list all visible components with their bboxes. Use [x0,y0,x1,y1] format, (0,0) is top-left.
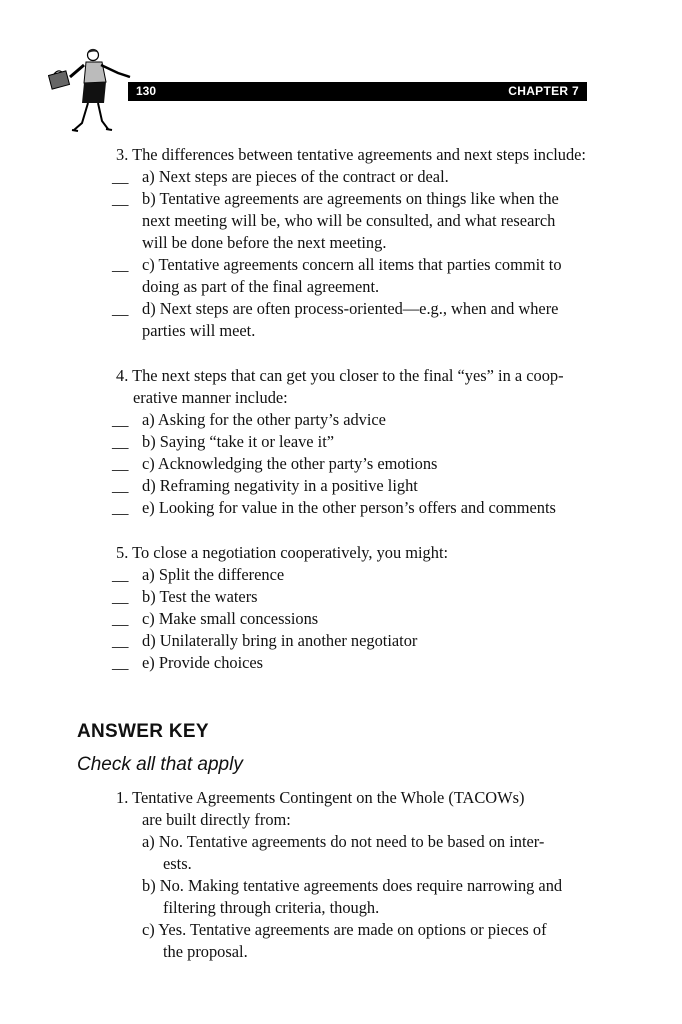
answer-blank: __ [112,454,129,473]
q4-option-d: d) Reframing negativity in a positive light [142,476,418,495]
q4-option-c: c) Acknowledging the other party’s emotions [142,454,438,473]
answer-blank: __ [112,565,129,584]
q3-option-c-line2: doing as part of the final agreement. [142,277,380,296]
question-4-stem-line2: erative manner include: [133,388,288,407]
answer-1c-line2: the proposal. [163,942,248,961]
question-5-stem: 5. To close a negotiation cooperatively, you might: [116,543,449,562]
q5-option-c: c) Make small concessions [142,609,319,628]
answer-blank: __ [112,653,129,672]
answer-item-1-line2: are built directly from: [142,810,291,829]
answer-blank: __ [112,587,129,606]
answer-blank: __ [112,410,129,429]
answer-key-heading: ANSWER KEY [77,721,209,742]
q3-option-c-line1: c) Tentative agreements concern all items that parties commit to [142,255,562,274]
answer-1c-line1: c) Yes. Tentative agreements are made on options or pieces of [142,920,547,939]
q4-option-e: e) Looking for value in the other person’s offers and comments [142,498,556,517]
q5-option-a: a) Split the difference [142,565,285,584]
q4-option-b: b) Saying “take it or leave it” [142,432,335,451]
q3-option-b-line3: will be done before the next meeting. [142,233,387,252]
q5-option-d: d) Unilaterally bring in another negotiator [142,631,418,650]
q4-option-a: a) Asking for the other party’s advice [142,410,386,429]
q3-option-d-line1: d) Next steps are often process-oriented—e.g., when and where [142,299,559,318]
answer-1a-line2: ests. [163,854,192,873]
q3-option-b-line2: next meeting will be, who will be consulted, and what research [142,211,556,230]
answer-1b-line2: filtering through criteria, though. [163,898,380,917]
answer-blank: __ [112,255,129,274]
q3-option-b-line1: b) Tentative agreements are agreements on things like when the [142,189,559,208]
answer-blank: __ [112,476,129,495]
q3-option-a: a) Next steps are pieces of the contract or deal. [142,167,449,186]
answer-1b-line1: b) No. Making tentative agreements does require narrowing and [142,876,563,895]
answer-blank: __ [112,498,129,517]
q5-option-b: b) Test the waters [142,587,258,606]
question-4-stem-line1: 4. The next steps that can get you closer to the final “yes” in a coop- [116,366,564,385]
q3-option-d-line2: parties will meet. [142,321,256,340]
answer-1a-line1: a) No. Tentative agreements do not need to be based on inter- [142,832,545,851]
answer-key-subheading: Check all that apply [77,754,243,775]
answer-item-1-line1: 1. Tentative Agreements Contingent on the Whole (TACOWs) [116,788,525,807]
answer-blank: __ [112,299,129,318]
answer-blank: __ [112,189,129,208]
answer-blank: __ [112,167,129,186]
q5-option-e: e) Provide choices [142,653,264,672]
answer-blank: __ [112,631,129,650]
chapter-label: CHAPTER 7 [508,84,579,98]
answer-blank: __ [112,432,129,451]
answer-blank: __ [112,609,129,628]
page-number: 130 [136,84,157,98]
running-header [128,82,587,101]
question-3-stem: 3. The differences between tentative agreements and next steps include: [116,145,586,164]
